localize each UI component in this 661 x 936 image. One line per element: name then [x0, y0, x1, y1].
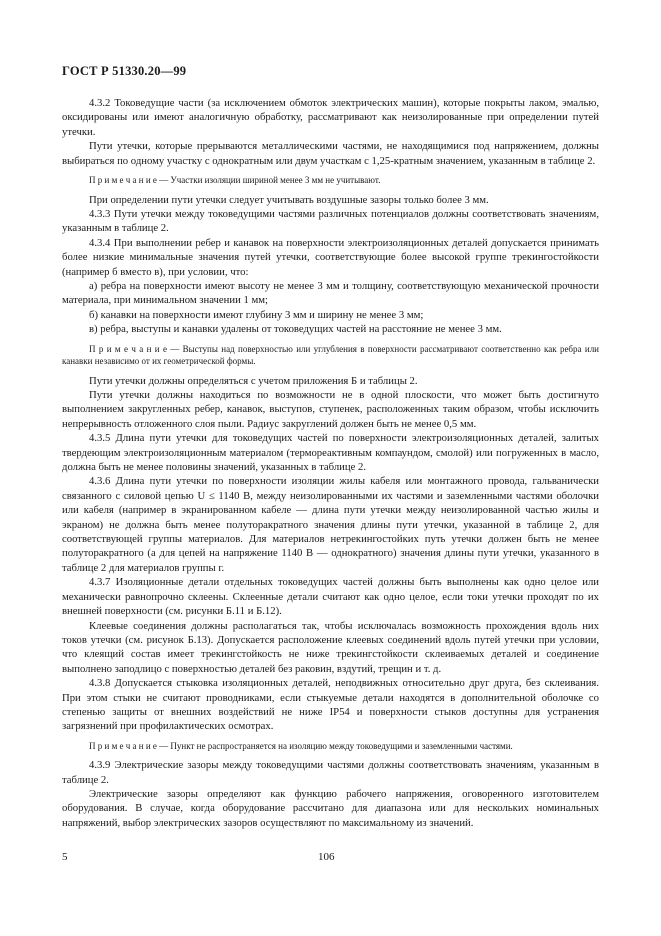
body-paragraph: 4.3.7 Изоляционные детали отдельных токоведущих частей должны быть выполнены как одно целое или механически равнопрочно склеены. Склеенные детали считают как одно целое, если токи утечки проходят по их внешней поверхности (см. рисунки Б.11 и Б.12). [62, 576, 599, 618]
body-paragraph: а) ребра на поверхности имеют высоту не менее 3 мм и толщину, соответствующую механической прочности материала, при минимальном значении 1 мм; [62, 279, 599, 307]
body-paragraph: 4.3.4 При выполнении ребер и канавок на поверхности электроизоляционных деталей допускается принимать более низкие минимальные значения путей утечки, соответствующие более высокой группе трекингостойкости (например б вместо в), при условии, что: [62, 236, 599, 278]
body-paragraph: Пути утечки, которые прерываются металлическими частями, не находящимися под напряжением, должны выбираться по одному участку с однократным или двум участкам с 1,25-кратным значением, указанным в таблице 2. [62, 140, 599, 167]
body-paragraph: в) ребра, выступы и канавки удалены от токоведущих частей на расстояние не менее 3 мм. [89, 323, 502, 336]
body-paragraph: 4.3.8 Допускается стыковка изоляционных деталей, неподвижных относительно друг друга, без склеивания. При этом стыки не считают проводниками, если стыкуемые детали находятся в дополнительной оболочке со степенью защиты от внешних воздействий не ниже IP54 и поверхности стыков доступны для устранения загрязнений при профилактических осмотрах. [62, 677, 599, 733]
note-paragraph: П р и м е ч а н и е — Выступы над поверхностью или углубления в поверхности рассматривают соответственно как ребра или канавки независимо от их геометрической формы. [62, 343, 599, 367]
body-paragraph: 4.3.2 Токоведущие части (за исключением обмоток электрических машин), которые покрыты лаком, эмалью, оксидированы или имеют аналогичную обработку, рассматривают как неизолированные при определении путей утечки. [62, 97, 599, 138]
body-paragraph: При определении пути утечки следует учитывать воздушные зазоры только более 3 мм. [89, 193, 489, 206]
body-paragraph: 4.3.9 Электрические зазоры между токоведущими частями должны соответствовать значениям, указанным в таблице 2. [62, 759, 599, 786]
body-paragraph: Пути утечки должны определяться с учетом приложения Б и таблицы 2. [89, 374, 418, 387]
page-number: 106 [318, 851, 335, 863]
document-header: ГОСТ Р 51330.20—99 [62, 64, 187, 78]
body-paragraph: Электрические зазоры определяют как функцию рабочего напряжения, оговоренного изготовителем оборудования. В случае, когда оборудование рассчитано для диапазона или для нескольких номинальных напряжений, выбор электрических зазоров осуществляют по максимальному из значений. [62, 788, 599, 829]
body-paragraph: 4.3.3 Пути утечки между токоведущими частями различных потенциалов должны соответствовать значениям, указанным в таблице 2. [62, 207, 599, 235]
body-paragraph: Клеевые соединения должны располагаться так, чтобы исключалась возможность прохождения вдоль них токов утечки (см. рисунок Б.13). Допускается расположение клеевых соединений вдоль путей утечки при условии, что клеящий состав имеет трекингстойкость не ниже трекингстойкости склеиваемых деталей и соединение выполнено заподлицо с поверхностью деталей без раковин, вздутий, трещин и т. д. [62, 619, 599, 675]
note-paragraph: П р и м е ч а н и е — Пункт не распространяется на изоляцию между токоведущими и заземленными частями. [89, 740, 513, 751]
document-body [62, 96, 599, 830]
body-paragraph: б) канавки на поверхности имеют глубину 3 мм и ширину не менее 3 мм; [89, 308, 424, 321]
body-paragraph: 4.3.5 Длина пути утечки для токоведущих частей по поверхности электроизоляционных деталей, залитых твердеющим электроизоляционным материалом (термореактивным компаундом, смолой) или погруженных в масло, должна быть не менее половины значений, указанных в таблице 2. [62, 432, 599, 474]
page-section-number: 5 [62, 851, 68, 863]
body-paragraph: Пути утечки должны находиться по возможности не в одной плоскости, что может быть достигнуто выполнением закругленных ребер, канавок, выступов, ступенек, расположенных таким образом, чтобы исключить непрерывность отложенного слоя пыли. Радиус закруглений должен быть не менее 0,5 мм. [62, 389, 599, 430]
body-paragraph: 4.3.6 Длина пути утечки по поверхности изоляции жилы кабеля или монтажного провода, гальванически связанного с силовой цепью U ≤ 1140 В, между неизолированными их частями и заземленными частями оболочки или кабеля (например в экранированном кабеле — длина пути утечки между неизолированной частью жилы и экраном) не должна быть менее полуторакратного значения длины пути утечки, указанной в таблице 2, для соответствующей группы материалов. Для материалов нетрекингостойких путь утечки должен быть не менее полуторакратного (а для цепей на напряжение 1140 В — однократного) значения длины пути утечки, указанного в таблице 2 для материалов группы г. [62, 475, 599, 574]
note-paragraph: П р и м е ч а н и е — Участки изоляции шириной менее 3 мм не учитывают. [89, 175, 381, 186]
